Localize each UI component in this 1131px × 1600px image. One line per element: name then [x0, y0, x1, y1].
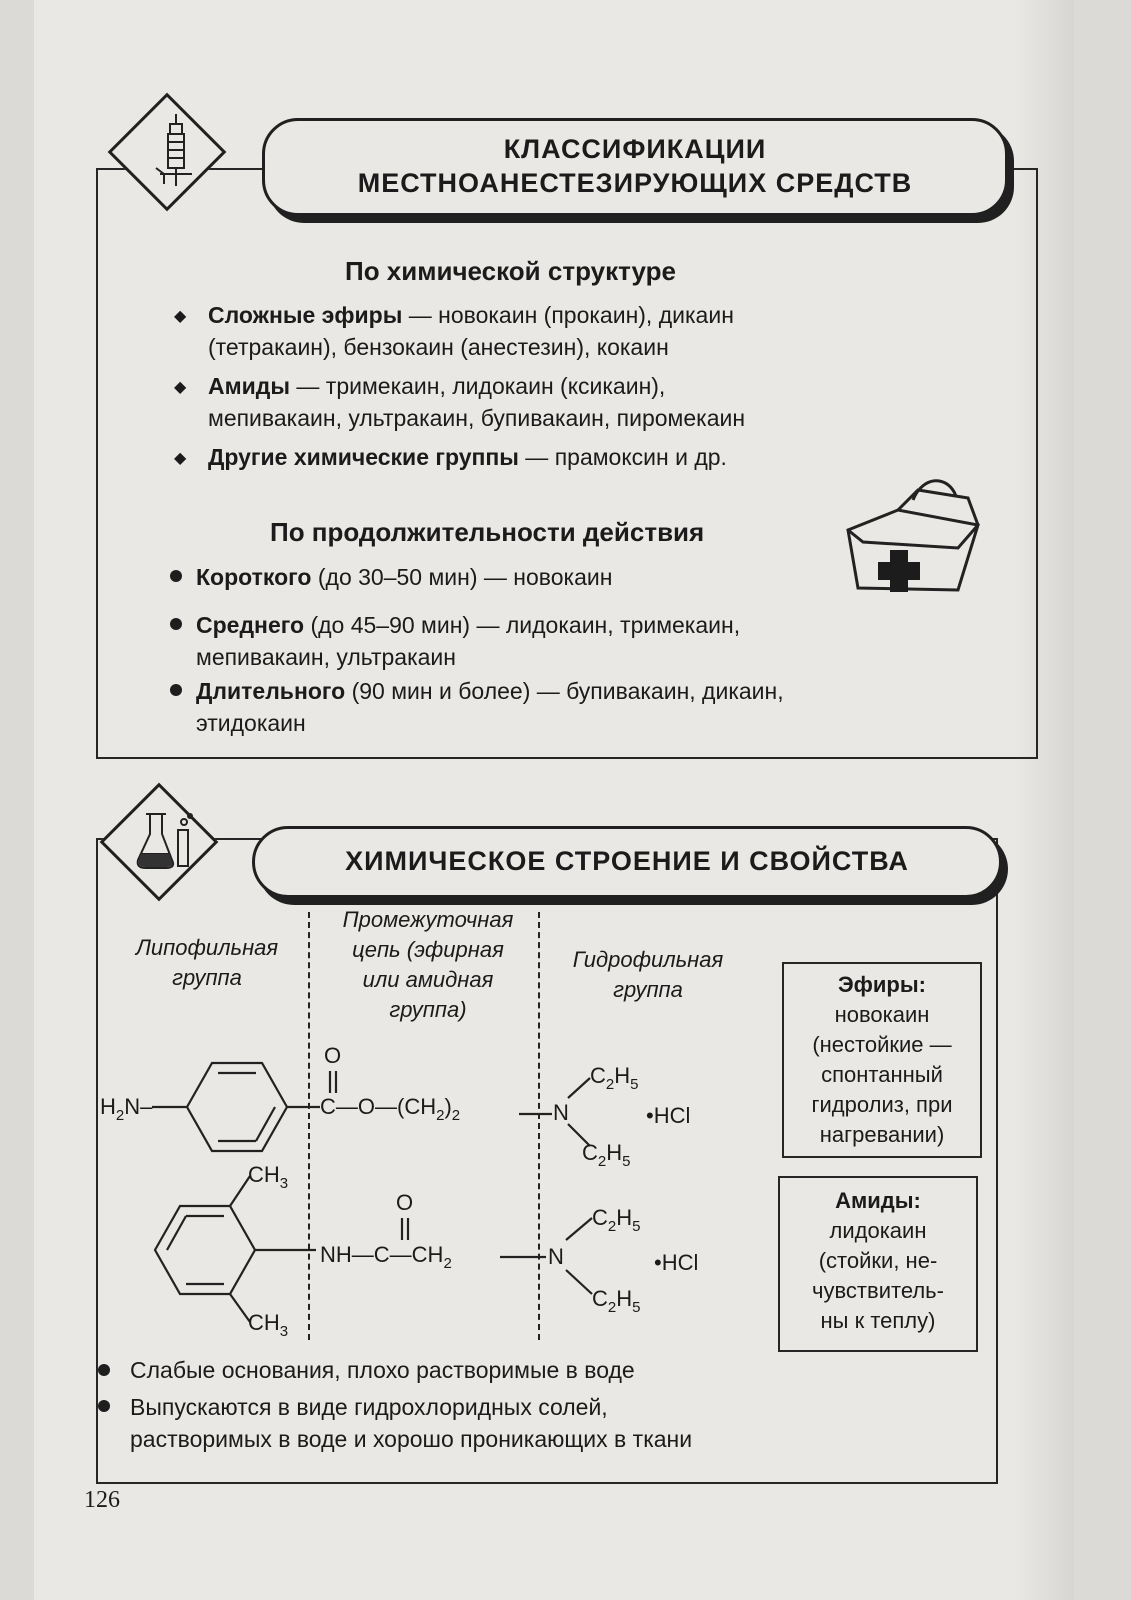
- esters-box-line: (нестойкие —: [812, 1032, 952, 1057]
- formula2-methyl-bottom: $CH_3$: [248, 1310, 289, 1340]
- esters-box-title: Эфиры:: [838, 972, 926, 997]
- formula1-ethyl-bottom: $C_2H_5$: [582, 1140, 631, 1170]
- diamond-bullet-icon: ◆: [174, 308, 187, 325]
- amides-box-line: (стойки, не-: [818, 1248, 938, 1273]
- section2-title-text: ХИМИЧЕСКОЕ СТРОЕНИЕ И СВОЙСТВА: [345, 846, 909, 877]
- bullet-icon: [98, 1400, 110, 1412]
- formula2-chain: $NH—C—CH_2$: [320, 1242, 452, 1272]
- structure-item-term: Сложные эфиры: [208, 302, 403, 328]
- duration-item-text: (до 45–90 мин) — лидокаин, тримекаин,: [304, 612, 741, 638]
- structure-item-text: — новокаин (прокаин), дикаин: [402, 302, 734, 328]
- formula1-salt: •HCl: [646, 1103, 691, 1128]
- formula1-amine: $H_2N-$: [100, 1094, 153, 1124]
- structure-item-text: — прамоксин и др.: [518, 444, 727, 470]
- section1-title-line2: МЕСТНОАНЕСТЕЗИРУЮЩИХ СРЕДСТВ: [357, 168, 913, 198]
- section1-title-line1: КЛАССИФИКАЦИИ: [503, 134, 767, 165]
- duration-item-term: Среднего: [196, 612, 305, 638]
- duration-item-text: (90 мин и более) — бупивакаин, дикаин,: [345, 678, 784, 704]
- esters-box-line: нагревании): [819, 1122, 945, 1147]
- esters-box: [782, 962, 982, 1158]
- note-weak-bases: [130, 1354, 635, 1386]
- structure-item-term: Другие химические группы: [208, 444, 519, 470]
- diamond-bullet-icon: ◆: [174, 450, 187, 467]
- formula2-carbonyl-o: O: [396, 1190, 414, 1215]
- bullet-icon: [98, 1364, 110, 1376]
- lipophilic-label-line: Липофильная: [135, 935, 279, 960]
- page-number: 126: [84, 1487, 120, 1513]
- intermediate-label-line: или амидная: [362, 967, 494, 992]
- formula1-nitrogen: N: [553, 1100, 569, 1125]
- hydrophilic-label-line: Гидрофильная: [572, 947, 724, 972]
- lipophilic-label-line: группа: [172, 965, 242, 990]
- amides-box-title: Амиды:: [835, 1188, 921, 1213]
- formula1-ethyl-top: $C_2H_5$: [590, 1063, 639, 1093]
- intermediate-label-line: Промежуточная: [342, 907, 514, 932]
- intermediate-label-line: группа): [389, 997, 467, 1022]
- structure-item-text-cont: мепивакаин, ультракаин, бупивакаин, пиромекаин: [208, 405, 746, 431]
- duration-item-text-cont: мепивакаин, ультракаин: [196, 644, 456, 670]
- formula2-salt: •HCl: [654, 1250, 699, 1275]
- esters-box-line: гидролиз, при: [811, 1092, 953, 1117]
- note-hydrochloride-salts: [130, 1391, 692, 1455]
- formula2-ethyl-bottom: $C_2H_5$: [592, 1286, 641, 1316]
- amides-box-line: лидокаин: [829, 1218, 927, 1243]
- structure-heading: По химической структуре: [345, 256, 676, 286]
- formula2-ethyl-top: $C_2H_5$: [592, 1205, 641, 1235]
- intermediate-label-line: цепь (эфирная: [352, 937, 504, 962]
- formula1-carbonyl-o: O: [324, 1043, 342, 1068]
- duration-item-text-cont: этидокаин: [196, 710, 306, 736]
- duration-item-term: Длительного: [196, 678, 346, 704]
- structure-item-text-cont: (тетракаин), бензокаин (анестезин), кокаин: [208, 334, 669, 360]
- formula1-chain: $C—O—(CH_2)_2$: [320, 1094, 461, 1124]
- amides-box-line: ны к теплу): [820, 1308, 936, 1333]
- esters-box-line: новокаин: [834, 1002, 930, 1027]
- diamond-bullet-icon: ◆: [174, 379, 187, 396]
- structure-item-term: Амиды: [208, 373, 291, 399]
- esters-box-line: спонтанный: [821, 1062, 943, 1087]
- hydrophilic-label-line: группа: [613, 977, 683, 1002]
- formula2-methyl-top: $CH_3$: [248, 1162, 289, 1192]
- formula2-nitrogen: N: [548, 1244, 564, 1269]
- amides-box-line: чувствитель-: [812, 1278, 944, 1303]
- duration-item-text: (до 30–50 мин) — новокаин: [311, 564, 613, 590]
- amides-box: [778, 1176, 978, 1352]
- note-text: Слабые основания, плохо растворимые в воде: [130, 1357, 635, 1383]
- structure-item-text: — тримекаин, лидокаин (ксикаин),: [290, 373, 666, 399]
- note-text-cont: растворимых в воде и хорошо проникающих в ткани: [130, 1426, 693, 1452]
- note-text: Выпускаются в виде гидрохлоридных солей,: [130, 1394, 608, 1420]
- duration-heading: По продолжительности действия: [270, 517, 705, 547]
- duration-item-term: Короткого: [196, 564, 312, 590]
